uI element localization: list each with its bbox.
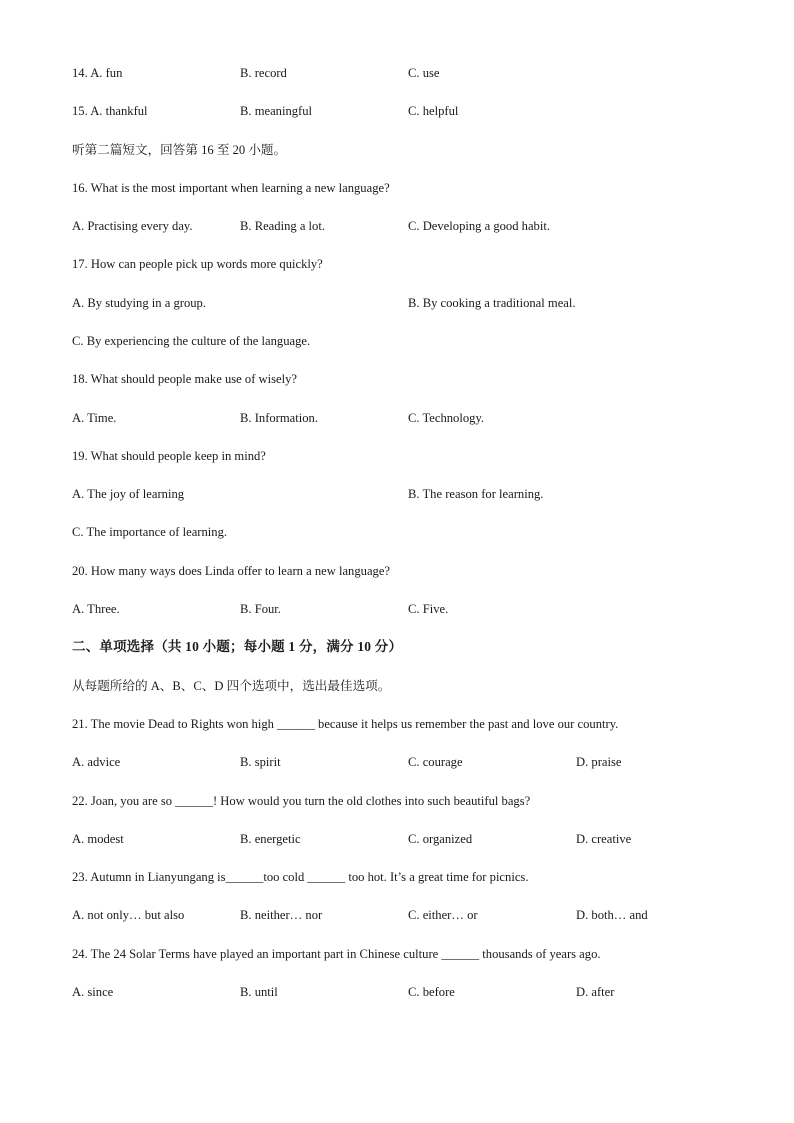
q17-option-a: A. By studying in a group. [72,296,206,310]
q15-option-c: C. helpful [408,104,459,118]
q14-option-c: C. use [408,66,440,80]
section2-heading: 二、单项选择（共 10 小题；每小题 1 分，满分 10 分） [72,639,403,654]
q16-option-c: C. Developing a good habit. [408,219,551,233]
q16-option-b: B. Reading a lot. [240,219,325,233]
q22-stem: 22. Joan, you are so ______! How would you turn the old clothes into such beautiful bags? [72,794,531,808]
q18-option-a: A. Time. [72,411,117,425]
q17-option-c: C. By experiencing the culture of the language. [72,334,311,348]
q19-stem: 19. What should people keep in mind? [72,449,266,463]
q22-option-c: C. organized [408,832,473,846]
q23-option-d: D. both… and [576,908,648,922]
q23-option-b: B. neither… nor [240,908,323,922]
q20-option-a: A. Three. [72,602,120,616]
q21-option-c: C. courage [408,755,463,769]
q19-option-a: A. The joy of learning [72,487,185,501]
q18-stem: 18. What should people make use of wisely? [72,372,298,386]
q20-stem: 20. How many ways does Linda offer to learn a new language? [72,564,391,578]
section2-instruction: 从每题所给的 A、B、C、D 四个选项中，选出最佳选项。 [72,679,391,693]
q16-stem: 16. What is the most important when learning a new language? [72,181,390,195]
q17-option-b: B. By cooking a traditional meal. [408,296,576,310]
q21-option-d: D. praise [576,755,622,769]
q18-option-c: C. Technology. [408,411,485,425]
q20-option-c: C. Five. [408,602,449,616]
q15-option-a: 15. A. thankful [72,104,148,118]
q19-option-b: B. The reason for learning. [408,487,544,501]
q23-option-a: A. not only… but also [72,908,185,922]
q17-stem: 17. How can people pick up words more quickly? [72,257,323,271]
q14-option-b: B. record [240,66,287,80]
q19-option-c: C. The importance of learning. [72,525,228,539]
q16-option-a: A. Practising every day. [72,219,193,233]
q21-option-b: B. spirit [240,755,281,769]
passage2-instruction: 听第二篇短文，回答第 16 至 20 小题。 [72,143,287,157]
q14-option-a: 14. A. fun [72,66,123,80]
q23-stem: 23. Autumn in Lianyungang is______too cold ______ too hot. It’s a great time for picnics. [72,870,529,884]
q22-option-b: B. energetic [240,832,301,846]
q18-option-b: B. Information. [240,411,318,425]
q24-option-c: C. before [408,985,455,999]
q24-option-d: D. after [576,985,615,999]
q21-stem: 21. The movie Dead to Rights won high ______ because it helps us remember the past and love our country. [72,717,619,731]
q24-stem: 24. The 24 Solar Terms have played an important part in Chinese culture ______ thousands of years ago. [72,947,601,961]
q24-option-b: B. until [240,985,278,999]
q23-option-c: C. either… or [408,908,478,922]
q21-option-a: A. advice [72,755,121,769]
q24-option-a: A. since [72,985,114,999]
q22-option-a: A. modest [72,832,124,846]
q22-option-d: D. creative [576,832,632,846]
q15-option-b: B. meaningful [240,104,313,118]
q20-option-b: B. Four. [240,602,281,616]
